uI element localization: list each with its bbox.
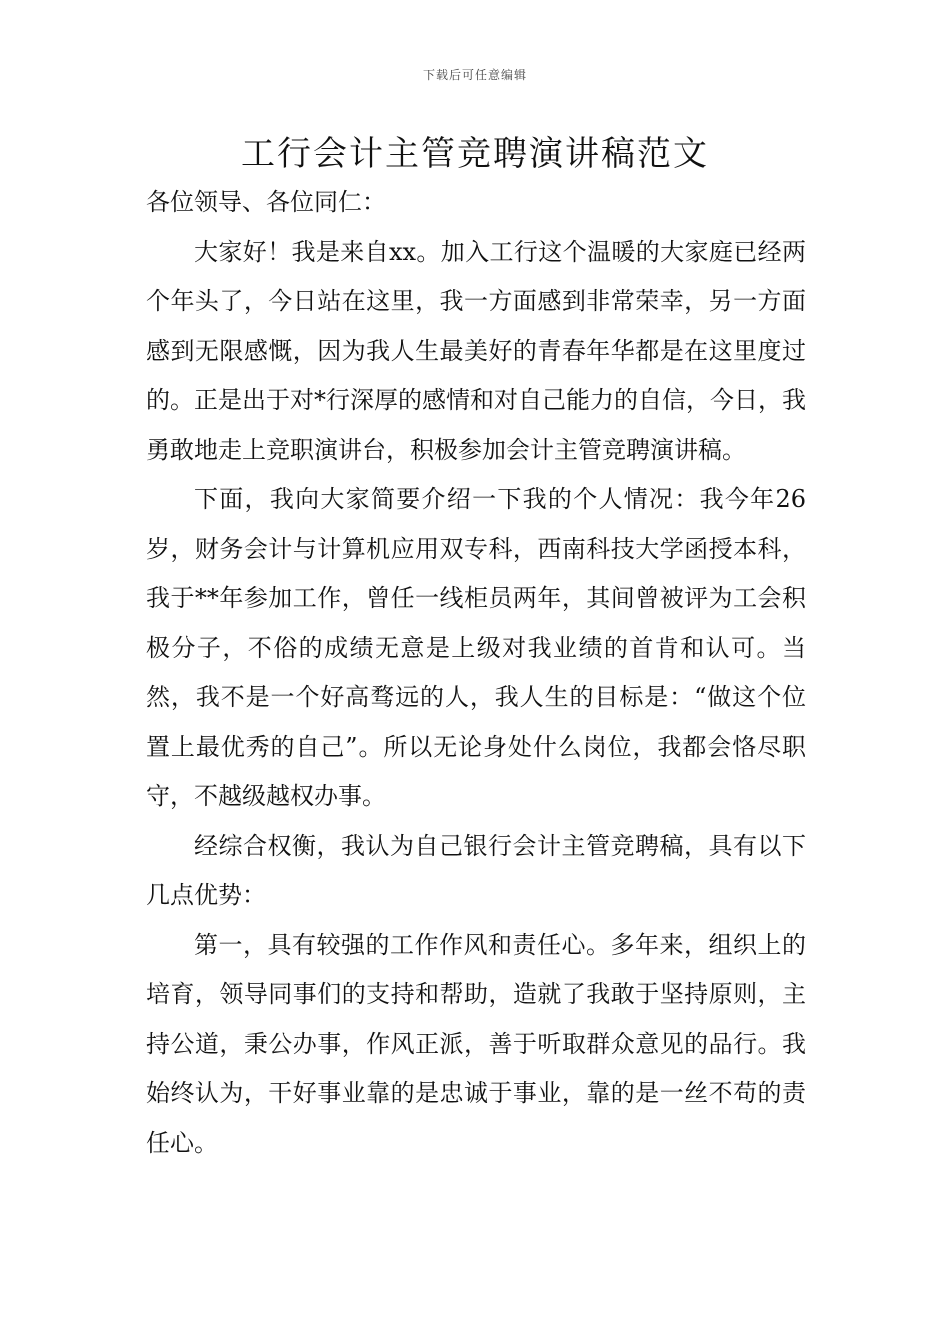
salutation: 各位领导、各位同仁： [146,188,386,216]
paragraph-personal-info: 下面，我向大家简要介绍一下我的个人情况：我今年26岁，财务会计与计算机应用双专科，西南科技大学函授本科，我于**年参加工作，曾任一线柜员两年，其间曾被评为工会积极分子，不俗的成绩无意是上级对我业绩的首肯和认可。当然，我不是一个好高骛远的人，我人生的目标是：“做这个位置上最优秀的自己”。所以无论身处什么岗位，我都会恪尽职守，不越级越权办事。 [146,485,806,810]
paragraph-advantages-lead: 经综合权衡，我认为自己银行会计主管竞聘稿，具有以下几点优势： [146,831,806,909]
paragraph-first-advantage: 第一，具有较强的工作作风和责任心。多年来，组织上的培育，领导同事们的支持和帮助，造就了我敢于坚持原则，主持公道，秉公办事，作风正派，善于听取群众意见的品行。我始终认为，干好事业靠的是忠诚于事业，靠的是一丝不苟的责任心。 [146,930,806,1157]
paragraph-intro: 大家好！我是来自xx。加入工行这个温暖的大家庭已经两个年头了，今日站在这里，我一方面感到非常荣幸，另一方面感到无限感慨，因为我人生最美好的青春年华都是在这里度过的。正是出于对*行深厚的感情和对自己能力的自信，今日，我勇敢地走上竞职演讲台，积极参加会计主管竞聘演讲稿。 [146,237,806,464]
document-title: 工行会计主管竞聘演讲稿范文 [241,134,709,174]
header-note: 下载后可任意编辑 [422,68,527,82]
document-body [146,178,806,1168]
